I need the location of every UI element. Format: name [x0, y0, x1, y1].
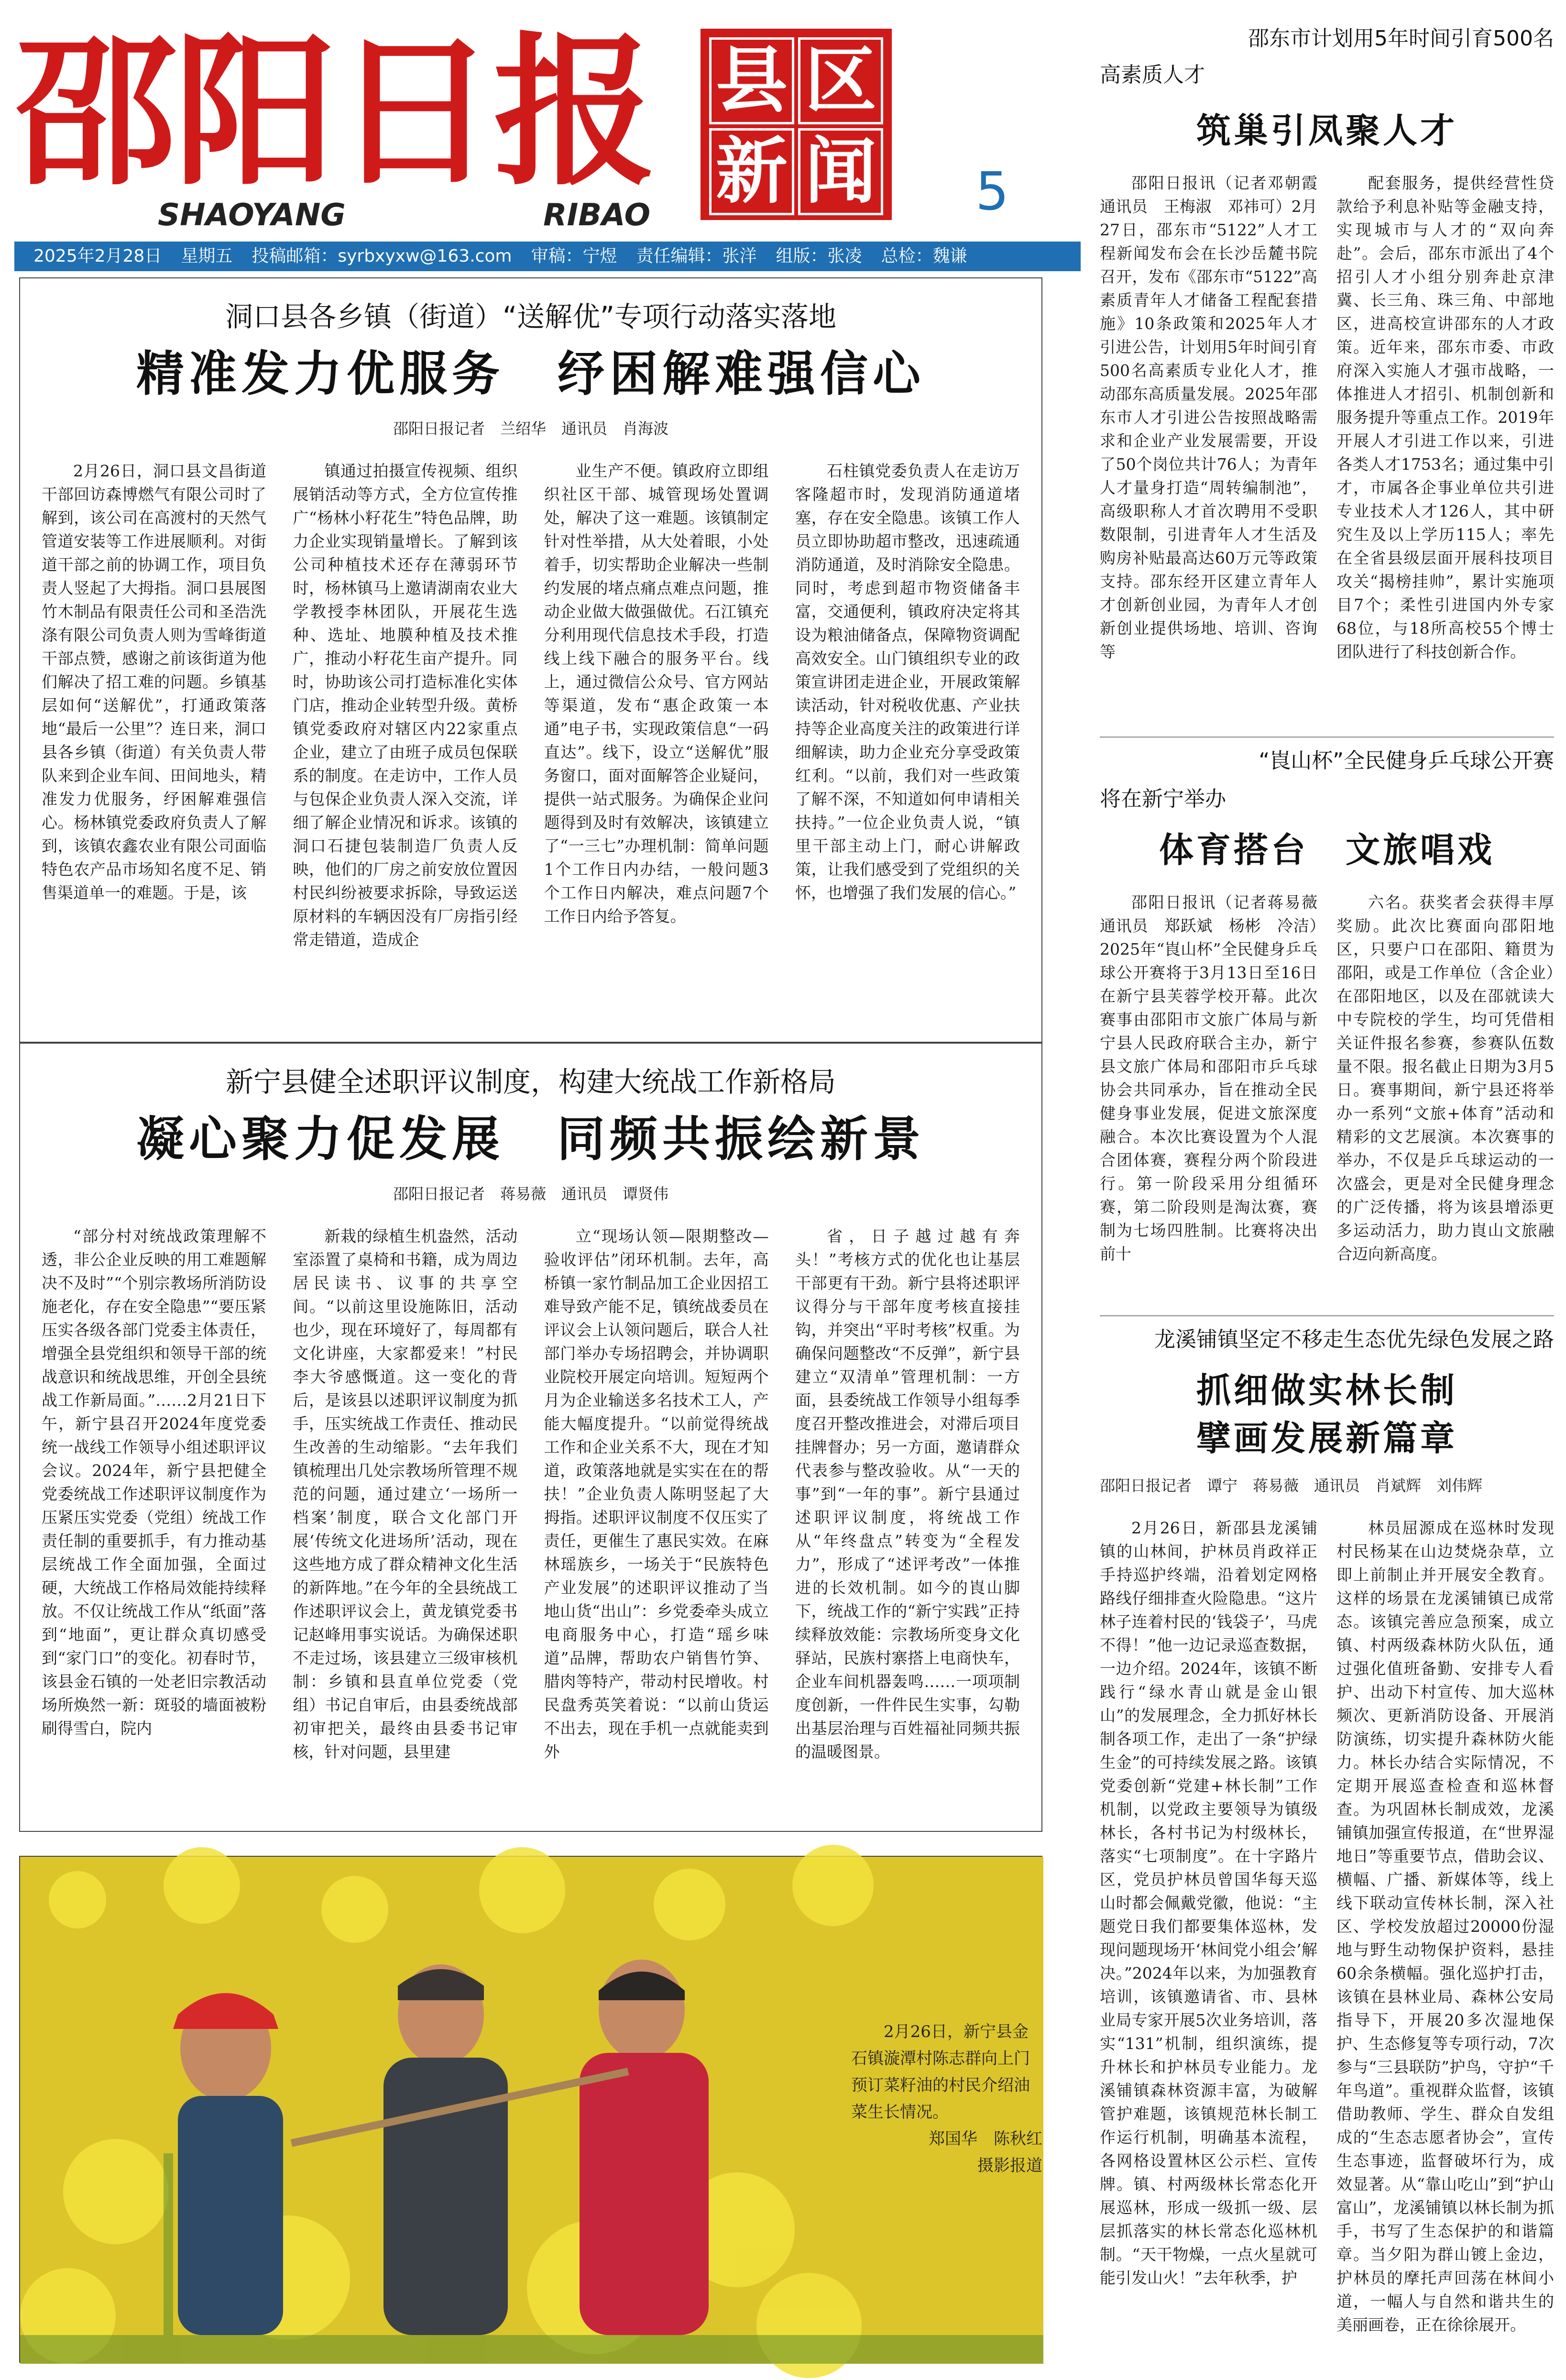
date-bar: [14, 242, 1081, 271]
masthead-title: 邵阳日报: [14, 17, 653, 208]
story-xinning: [19, 1043, 1042, 1832]
page-number: 5: [975, 161, 1009, 222]
story-kicker: 高素质人才: [1100, 63, 1205, 87]
story-forest-chief: [1100, 1325, 1554, 2368]
photo-caption: [851, 2018, 1042, 2179]
body-column: 新栽的绿植生机盎然，活动室添置了桌椅和书籍，成为周边居民读书、议事的共享空间。“以前这里设施陈旧，活动也少，现在环境好了，每周都有文化讲座，大家都爱来！”村民李大爷感慨道。这一变化的背后，是该县以述职评议制度为抓手，压实统战工作责任、推动民生改善的生动缩影。“去年我们镇梳理出几处宗教场所管理不规范的问题，通过建立‘一场所一档案’制度，联合文化部门开展‘传统文化进场所’活动，现在这些地方成了群众精神文化生活的新阵地。”在今年的全县统战工作述职评议会上，黄龙镇党委书记赵峰用事实说话。为确保述职不走过场，该县建立三级审核机制：乡镇和县直单位党委（党组）书记自审后，由县委统战部初审把关，最终由县委书记审核，针对问题，县里建: [293, 1227, 518, 1761]
body-column: 配套服务，提供经营性贷款给予利息补贴等金融支持，实现城市与人才的“双向奔赴”。会后，邵东市派出了4个招引人才小组分别奔赴京津冀、长三角、珠三角、中部地区，进高校宣讲邵东的人才政策。近年来，邵东市委、市政府深入实施人才强市战略，一体推进人才招引、机制创新和服务提升等重点工作。2019年开展人才引进工作以来，引进各类人才1753名；通过集中引才，市属各企事业单位共引进专业技术人才126人，其中研究生及以上学历115人；率先在全省县级层面开展科技项目攻关“揭榜挂帅”，累计实施项目7个；柔性引进国内外专家68位，与18所高校55个博士团队进行了科技创新合作。: [1336, 174, 1554, 661]
story-headline: 筑巢引凤聚人才: [1196, 110, 1457, 151]
body-column: 邵阳日报讯（记者邓朝霞 通讯员 王梅淑 邓祎可）2月27日，邵东市“5122”人才工程新闻发布会在长沙岳麓书院召开，发布《邵东市“5122”高素质青年人才储备工程配套措施》10条政策和2025年人才引进公告，计划用5年时间引育500名高素质专业化人才，推动邵东高质量发展。2025年邵东市人才引进公告按照战略需求和企业产业发展需要，开设了50个岗位共计76人；为青年人才量身打造“周转编制池”，高级职称人才首次聘用不受职数限制，引进青年人才生活及购房补贴最高达60万元等政策支持。邵东经开区建立青年人才创新创业园，为青年人才创新创业提供场地、培训、咨询等: [1100, 174, 1333, 661]
story-kicker: 将在新宁举办: [1100, 787, 1226, 811]
section-divider: [1100, 1315, 1554, 1316]
submission-email: 投稿邮箱：syrbxyxw@163.com: [252, 246, 512, 266]
masthead-pinyin: [158, 196, 650, 234]
issue-weekday: 星期五: [181, 246, 233, 266]
layout-editor: 组版：张凌: [776, 246, 862, 266]
section-divider: [1100, 737, 1554, 738]
story-body: [1100, 891, 1554, 1297]
pinyin-right: RIBAO: [543, 198, 650, 233]
body-column: 镇通过拍摄宣传视频、组织展销活动等方式，全方位宣传推广“杨林小籽花生”特色品牌，助力企业实现销量增长。了解到该公司种植技术还存在薄弱环节时，杨林镇马上邀请湖南农业大学教授李林团队，开展花生选种、选址、地膜种植及技术推广，推动小籽花生亩产提升。同时，协助该公司打造标准化实体门店，推动企业转型升级。黄桥镇党委政府对辖区内22家重点企业，建立了由班子成员包保联系的制度。在走访中，工作人员与包保企业负责人深入交流，详细了解企业情况和诉求。该镇的洞口石捷包装制造厂负责人反映，他们的厂房之前安放位置因村民纠纷被要求拆除，导致运送原材料的车辆因没有厂房指引经常走错道，造成企: [293, 462, 518, 949]
story-byline: 邵阳日报记者 谭宁 蒋易薇 通讯员 肖斌辉 刘伟辉: [1100, 1476, 1483, 1495]
section-char: 新: [709, 128, 794, 215]
story-body: [1100, 171, 1554, 721]
editor: 责任编辑：张洋: [636, 246, 757, 266]
story-kicker: “崀山杯”全民健身乒乓球公开赛: [1259, 749, 1554, 773]
body-column: 林员屈源成在巡林时发现村民杨某在山边焚烧杂草，立即上前制止并开展安全教育。这样的场景在龙溪铺镇已成常态。该镇完善应急预案，成立镇、村两级森林防火队伍，通过强化值班备勤、安排专人看护、出动下村宣传、加大巡林频次、更新消防设备、开展消防演练，切实提升森林防火能力。林长办结合实际情况，不定期开展巡查检查和巡林督查。为巩固林长制成效，龙溪铺镇加强宣传报道，在“世界湿地日”等重要节点，借助会议、横幅、广播、新媒体等，线上线下联动宣传林长制，深入社区、学校发放超过20000份湿地与野生动物保护资料，悬挂60余条横幅。强化巡护打击，该镇在县林业局、森林公安局指导下，开展20多次湿地保护、生态修复等专项行动，7次参与“三县联防”护鸟，守护“千年鸟道”。重视群众监督，该镇借助教师、学生、群众自发组成的“生态志愿者协会”，宣传生态事迹，监督破坏行为，成效显著。从“靠山吃山”到“护山富山”，龙溪铺镇以林长制为抓手，书写了生态保护的和谐篇章。当夕阳为群山镀上金边，护林员的摩托声回荡在林间小道，一幅人与自然和谐共生的美丽画卷，正在徐徐展开。: [1336, 1519, 1554, 2334]
reviewer: 审稿：宁煜: [531, 246, 617, 266]
body-column: 六名。获奖者会获得丰厚奖励。此次比赛面向邵阳地区，只要户口在邵阳、籍贯为邵阳，或是工作单位（含企业）在邵阳地区，以及在邵就读大中专院校的学生，均可凭借相关证件报名参赛，参赛队伍数量不限。报名截止日期为3月5日。赛事期间，新宁县还将举办一系列“文旅+体育”活动和精彩的文艺展演。本次赛事的举办，不仅是乒乓球运动的一次盛会，更是对全民健身理念的广泛传播，将为该县增添更多运动活力，助力崀山文旅融合迈向新高度。: [1336, 893, 1554, 1263]
story-headline: 抓细做实林长制: [1196, 1370, 1457, 1410]
pinyin-left: SHAOYANG: [158, 198, 346, 233]
person-left: [173, 1993, 283, 2335]
story-kicker: 龙溪铺镇坚定不移走生态优先绿色发展之路: [1154, 1327, 1554, 1352]
story-subheadline: 洞口县各乡镇（街道）“送解优”专项行动落实落地: [225, 300, 837, 333]
issue-date: 2025年2月28日: [33, 246, 162, 266]
section-char: 县: [709, 37, 794, 124]
story-table-tennis: [1100, 746, 1554, 1320]
body-column: 邵阳日报讯（记者蒋易薇 通讯员 郑跃斌 杨彬 冷洁）2025年“崀山杯”全民健身乒乓球公开赛将于3月13日至16日在新宁县芙蓉学校开幕。此次赛事由邵阳市文旅广体局与新宁县人民政府联合主办，新宁县文旅广体局和邵阳市乒乓球协会共同承办，旨在推动全民健身事业发展，促进文旅深度融合。本次比赛设置为个人混合团体赛，赛程分两个阶段进行。第一阶段采用分组循环赛，第二阶段则是淘汰赛，赛制为七场四胜制。比赛将决出前十: [1100, 893, 1333, 1263]
checker: 总检：魏谦: [881, 246, 967, 266]
story-body: [42, 1224, 1020, 1822]
story-kicker: 邵东市计划用5年时间引育500名: [1248, 26, 1554, 51]
story-body: [42, 459, 1020, 1033]
story-body: [1100, 1516, 1554, 2339]
caption-text: 2月26日，新宁县金石镇漩潭村陈志群向上门预订菜籽油的村民介绍油菜生长情况。: [851, 2022, 1030, 2122]
photo-credit-label: 摄影报道: [977, 2156, 1042, 2175]
body-column: 2月26日，洞口县文昌街道干部回访森博燃气有限公司时了解到，该公司在高渡村的天然气管道安装等工作进展顺利。对街道干部之前的协调工作，项目负责人竖起了大拇指。洞口县展图竹木制品有限责任公司和圣浩洗涤有限公司负责人则为雪峰街道干部点赞，感谢之前该街道为他们解决了招工难的问题。乡镇基层如何“送解优”，打通政策落地“最后一公里”？连日来，洞口县各乡镇（街道）有关负责人带队来到企业车间、田间地头，精准发力优服务，纾困解难强信心。杨林镇党委政府负责人了解到，该镇农鑫农业有限公司面临特色农产品市场知名度不足、销售渠道单一的难题。于是，该: [42, 462, 266, 902]
body-column: 业生产不便。镇政府立即组织社区干部、城管现场处置调处，解决了这一难题。该镇制定针对性举措，从大处着眼，小处着手，切实帮助企业解决一些制约发展的堵点痛点难点问题，推动企业做大做强做优。石江镇充分利用现代信息技术手段，打造线上线下融合的服务平台。线上，通过微信公众号、官方网站等渠道，发布“惠企政策一本通”电子书，实现政策信息“一码直达”。线下，设立“送解优”服务窗口，面对面解答企业疑问，提供一站式服务。为确保企业问题得到及时有效解决，该镇建立了“一三七”办理机制：简单问题1个工作日内办结，一般问题3个工作日内解决，难点问题7个工作日内给予答复。: [544, 462, 769, 926]
body-column: 省，日子越过越有奔头！”考核方式的优化也让基层干部更有干劲。新宁县将述职评议得分与干部年度考核直接挂钩，并突出“平时考核”权重。为确保问题整改“不反弹”，新宁县建立“双清单”管理机制：一方面，县委统战工作领导小组每季度召开整改推进会，对滞后项目挂牌督办；另一方面，邀请群众代表参与整改验收。从“一天的事”到“一年的事”。新宁县通过述职评议制度，将统战工作从“年终盘点”转变为“全程发力”，形成了“述评考改”一体推进的长效机制。如今的崀山脚下，统战工作的“新宁实践”正持续释放效能：宗教场所变身文化驿站，民族村寨搭上电商快车，企业车间机器轰鸣……一项项制度创新，一件件民生实事，勾勒出基层治理与百姓福祉同频共振的温暖图景。: [795, 1227, 1020, 1761]
section-char: 闻: [798, 128, 883, 215]
story-subheadline: 新宁县健全述职评议制度，构建大统战工作新格局: [225, 1066, 836, 1098]
story-dongkou: [19, 277, 1042, 1043]
story-headline: 凝心聚力促发展 同频共振绘新景: [136, 1111, 925, 1167]
body-column: 立“现场认领—限期整改—验收评估”闭环机制。去年，高桥镇一家竹制品加工企业因招工难导致产能不足，镇统战委员在评议会上认领问题后，联合人社部门举办专场招聘会，并协调职业院校开展定向培训。短短两个月为企业输送多名技术工人，产能大幅度提升。“以前觉得统战工作和企业关系不大，现在才知道，政策落地就是实实在在的帮扶！”企业负责人陈明竖起了大拇指。述职评议制度不仅压实了责任，更催生了惠民实效。在麻林瑶族乡，一场关于“民族特色产业发展”的述职评议推动了当地山货“出山”：乡党委牵头成立电商服务中心，打造“瑶乡味道”品牌，帮助农户销售竹笋、腊肉等特产，带动村民增收。村民盘秀英笑着说：“以前山货运不出去，现在手机一点就能卖到外: [544, 1227, 769, 1761]
story-shaodong-talent: [1100, 24, 1554, 741]
section-char: 区: [798, 37, 883, 124]
story-headline: 精准发力优服务 纾困解难强信心: [136, 346, 925, 402]
photo-credit: 郑国华 陈秋红: [929, 2129, 1042, 2149]
story-byline: 邵阳日报记者 蒋易薇 通讯员 谭贤伟: [393, 1185, 668, 1203]
body-column: “部分村对统战政策理解不透，非公企业反映的用工难题解决不及时”“个别宗教场所消防设施老化，存在安全隐患”“要压紧压实各级各部门党委主体责任，增强全县党组织和领导干部的统战意识和统战思维，开创全县统战工作新局面。”……2月21日下午，新宁县召开2024年度党委统一战线工作领导小组述职评议会议。2024年，新宁县把健全党委统战工作述职评议制度作为压紧压实党委（党组）统战工作责任制的重要抓手，有力推动基层统战工作全面加强，全面过硬，大统战工作格局效能持续释放。不仅让统战工作从“纸面”落到“地面”，更让群众真切感受到“家门口”的变化。初春时节，该县金石镇的一处老旧宗教活动场所焕然一新：斑驳的墙面被粉刷得雪白，院内: [42, 1227, 266, 1738]
section-badge: [701, 29, 892, 220]
story-headline: 体育搭台 文旅唱戏: [1159, 830, 1495, 870]
body-column: 2月26日，新邵县龙溪铺镇的山林间，护林员肖政祥正手持巡护终端，沿着划定网格路线仔细排查火险隐患。“这片林子连着村民的‘钱袋子’，马虎不得！”他一边记录巡查数据，一边介绍。2024年，该镇不断践行“绿水青山就是金山银山”的发展理念，全力抓好林长制各项工作，走出了一条“护绿生金”的可持续发展之路。该镇党委创新“党建+林长制”工作机制，以党政主要领导为镇级林长，各村书记为村级林长，落实“七项制度”。在十字路片区，党员护林员曾国华每天巡山时都会佩戴党徽，他说：“主题党日我们都要集体巡林，发现问题现场开‘林间党小组会’解决。”2024年以来，为加强教育培训，该镇邀请省、市、县林业局专家开展5次业务培训，落实“131”机制，组织演练，提升林长和护林员专业能力。龙溪铺镇森林资源丰富，为破解管护难题，该镇规范林长制工作运行机制，明确基本流程，各网格设置林区公示栏、宣传牌。镇、村两级林长常态化开展巡林，形成一级抓一级、层层抓落实的林长常态化巡林机制。“天干物燥，一点火星就可能引发山火！”去年秋季，护: [1100, 1519, 1317, 2287]
story-byline: 邵阳日报记者 兰绍华 通讯员 肖海波: [393, 419, 668, 438]
story-headline: 擘画发展新篇章: [1196, 1418, 1457, 1458]
body-column: 石柱镇党委负责人在走访万客隆超市时，发现消防通道堵塞，存在安全隐患。该镇工作人员立即协助超市整改，迅速疏通消防通道，及时消除安全隐患。同时，考虑到超市物资储备丰富，交通便利，镇政府决定将其设为粮油储备点，保障物资调配高效安全。山门镇组织专业的政策宣讲团走进企业，开展政策解读活动，针对税收优惠、产业扶持等企业高度关注的政策进行详细解读，助力企业充分享受政策红利。“以前，我们对一些政策了解不深，不知道如何申请相关扶持。”一位企业负责人说，“镇里干部主动上门，耐心讲解政策，让我们感受到了党组织的关怀，也增强了我们发展的信心。”: [795, 462, 1020, 902]
